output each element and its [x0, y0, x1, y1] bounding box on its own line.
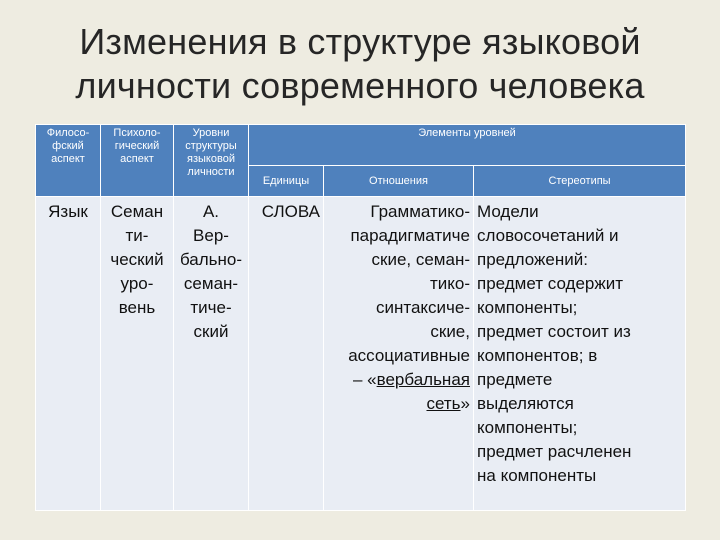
cell-relations: Грамматико- парадигматиче ские, семан- тико- синтаксиче- ские, ассоциативные – «вербальная сеть» [324, 197, 474, 511]
header-structure-levels: Уровни структуры языковой личности [174, 125, 249, 197]
slide-title [0, 20, 720, 108]
header-relations: Отношения [324, 166, 474, 197]
header-units: Единицы [249, 166, 324, 197]
cell-stereotypes: Модели словосочетаний и предложений: предмет содержит компоненты; предмет состоит из компонентов; в предмете выделяются компоненты; предмет расчленен на компоненты [474, 197, 686, 511]
cell-units: СЛОВА [249, 197, 324, 511]
cell-psychological: Семан ти- ческий уро- вень [101, 197, 174, 511]
header-psychological-aspect: Психоло- гический аспект [101, 125, 174, 197]
slide-title-line-1: Изменения в структуре языковой [79, 21, 641, 62]
table-row [36, 197, 686, 511]
cell-structure-level: А. Вер- бально- семан- тиче- ский [174, 197, 249, 511]
network-term: сеть [426, 394, 461, 413]
header-stereotypes: Стереотипы [474, 166, 686, 197]
slide-title-line-2: личности современного человека [75, 65, 645, 106]
header-level-elements: Элементы уровней [249, 125, 686, 166]
verbal-network-term: вербальная [376, 370, 470, 389]
cell-philosophical: Язык [36, 197, 101, 511]
levels-table [35, 124, 686, 511]
header-philosophical-aspect: Филосо- фский аспект [36, 125, 101, 197]
